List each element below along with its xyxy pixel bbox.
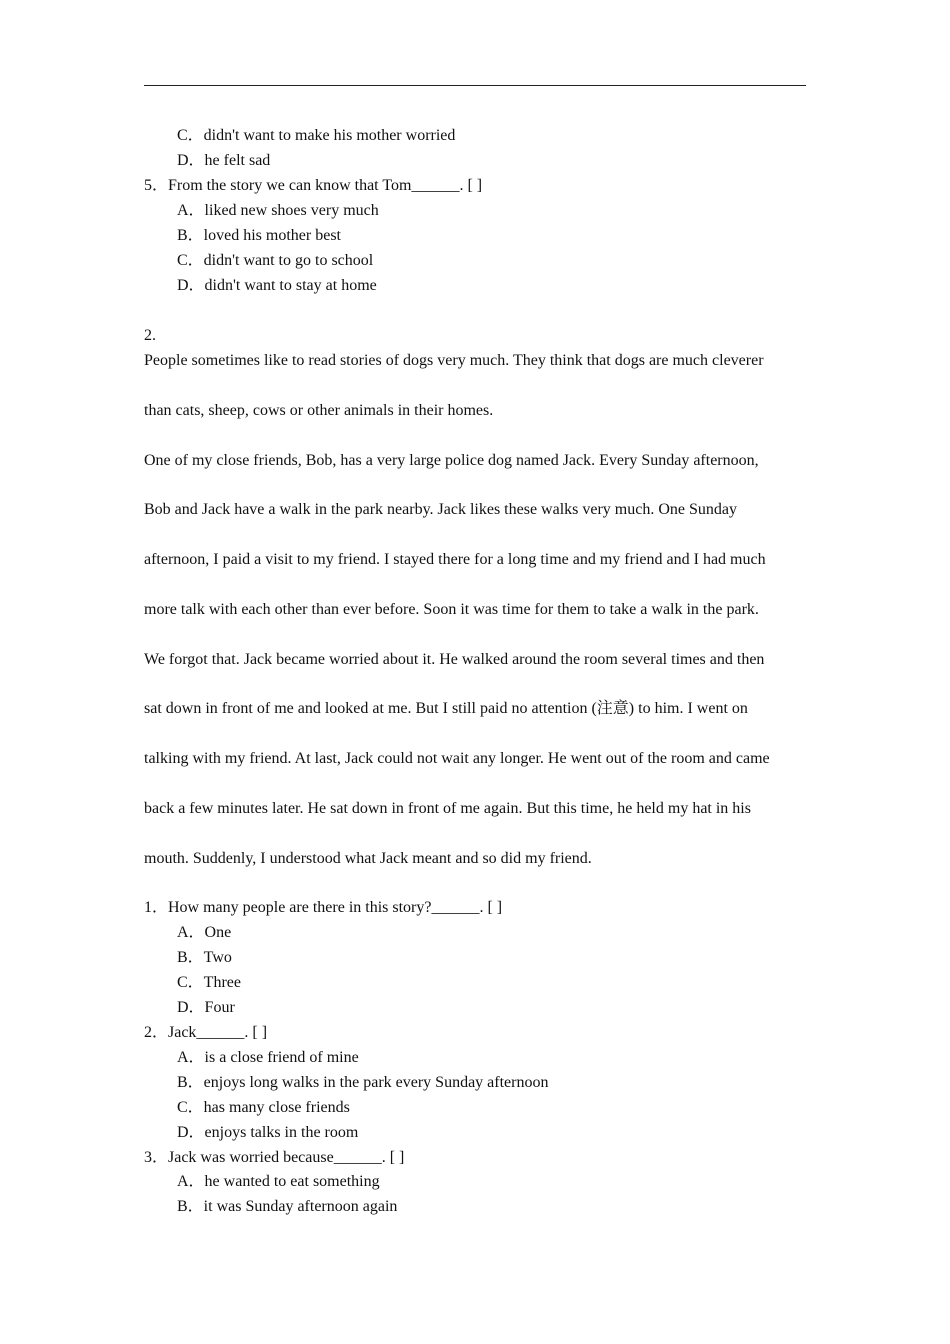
question-3-option-b: B．it was Sunday afternoon again [177,1198,398,1215]
passage-line: We forgot that. Jack became worried about it. He walked around the room several times and then [144,651,765,668]
header-rule [144,85,806,86]
q5-option-d: D．didn't want to stay at home [177,277,377,294]
question-2-option-d: D．enjoys talks in the room [177,1124,359,1141]
q4-option-c: C．didn't want to make his mother worried [177,127,456,144]
passage-line: than cats, sheep, cows or other animals in their homes. [144,402,494,419]
q5-option-c: C．didn't want to go to school [177,252,374,269]
passage-line: sat down in front of me and looked at me. But I still paid no attention (注意) to him. I went on [144,700,748,717]
question-2-option-a: A．is a close friend of mine [177,1049,359,1066]
question-2-option-b: B．enjoys long walks in the park every Sunday afternoon [177,1074,549,1091]
passage-line: mouth. Suddenly, I understood what Jack meant and so did my friend. [144,850,592,867]
question-3-stem: 3．Jack was worried because______. [ ] [144,1149,405,1166]
question-1-option-d: D．Four [177,999,235,1016]
question-2-stem: 2．Jack______. [ ] [144,1024,268,1041]
passage-line: talking with my friend. At last, Jack could not wait any longer. He went out of the room and came [144,750,770,767]
q5-stem: 5．From the story we can know that Tom______. [ ] [144,177,483,194]
passage-number: 2. [144,327,156,344]
q5-option-a: A．liked new shoes very much [177,202,379,219]
q5-option-b: B．loved his mother best [177,227,341,244]
question-2-option-c: C．has many close friends [177,1099,350,1116]
q4-option-d: D．he felt sad [177,152,271,169]
passage-line: back a few minutes later. He sat down in front of me again. But this time, he held my hat in his [144,800,751,817]
passage-line: One of my close friends, Bob, has a very large police dog named Jack. Every Sunday afternoon, [144,452,759,469]
question-1-option-a: A．One [177,924,232,941]
passage-line: Bob and Jack have a walk in the park nearby. Jack likes these walks very much. One Sunday [144,501,738,518]
question-1-option-c: C．Three [177,974,241,991]
question-1-option-b: B．Two [177,949,232,966]
passage-line: afternoon, I paid a visit to my friend. I stayed there for a long time and my friend and I had much [144,551,766,568]
passage-line: more talk with each other than ever before. Soon it was time for them to take a walk in the park. [144,601,759,618]
passage-line: People sometimes like to read stories of dogs very much. They think that dogs are much cleverer [144,352,764,369]
question-1-stem: 1．How many people are there in this story?______. [ ] [144,899,503,916]
question-3-option-a: A．he wanted to eat something [177,1173,380,1190]
